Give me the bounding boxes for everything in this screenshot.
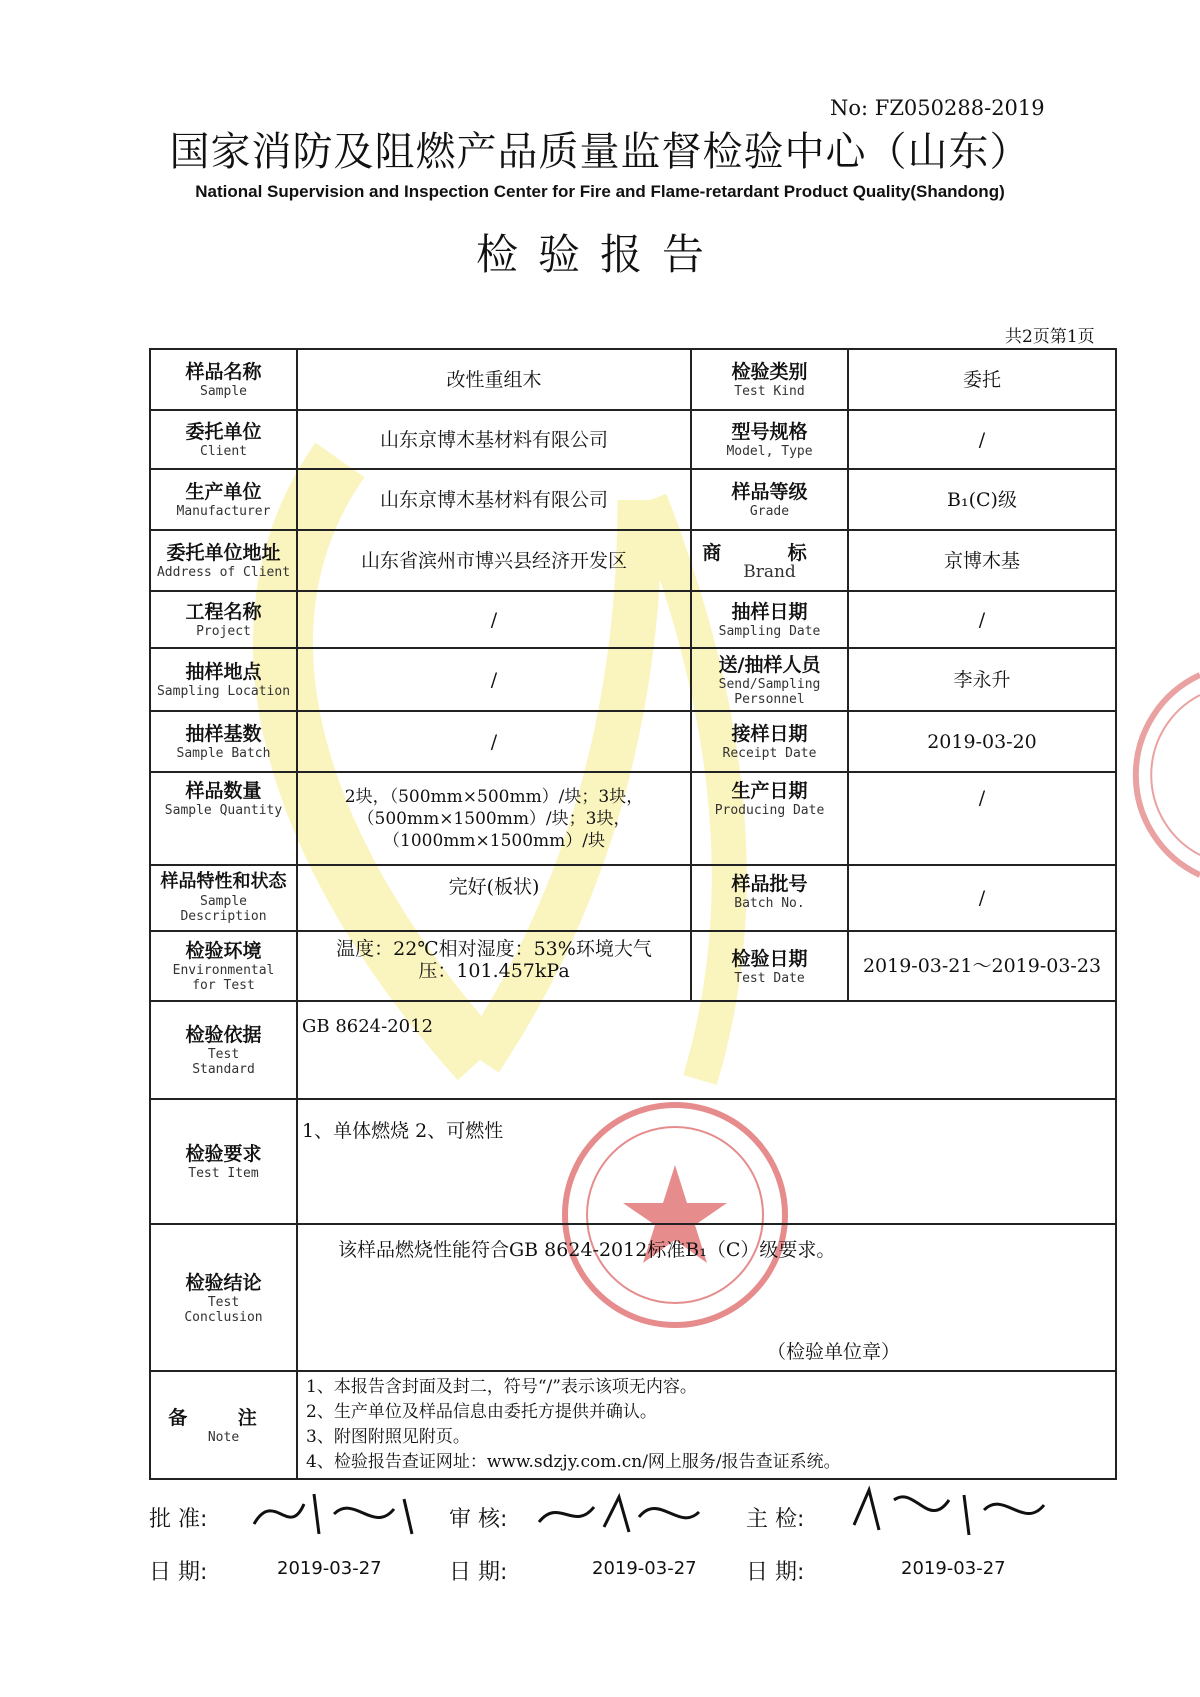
report-title: 检验报告 (475, 230, 724, 279)
client-value: 山东京博木基材料有限公司 (297, 410, 691, 469)
brand-value: 京博木基 (848, 530, 1116, 591)
manufacturer-value: 山东京博木基材料有限公司 (297, 469, 691, 530)
environment-label: 检验环境 Environmental for Test (150, 931, 297, 1001)
sample-label: 样品名称 Sample (150, 349, 297, 410)
conclusion-label: 检验结论 Test Conclusion (150, 1224, 297, 1371)
review-date-label: 日 期: (449, 1560, 508, 1585)
signature-row (149, 1502, 1115, 1542)
sampling-location-label: 抽样地点 Sampling Location (150, 648, 297, 711)
producing-date-label: 生产日期 Producing Date (691, 772, 848, 865)
receipt-date-value: 2019-03-20 (848, 711, 1116, 772)
note-list (297, 1371, 1116, 1479)
reviewer-signature (534, 1487, 704, 1542)
note-line: 3、附图附照见附页。 (306, 1427, 470, 1447)
table-row (150, 349, 1116, 410)
grade-label: 样品等级 Grade (691, 469, 848, 530)
sample-quantity-label: 样品数量 Sample Quantity (150, 772, 297, 865)
note-line: 4、检验报告查证网址：www.sdzjy.com.cn/网上服务/报告查证系统。 (306, 1452, 841, 1472)
standard-label: 检验依据 Test Standard (150, 1001, 297, 1099)
test-kind-value: 委托 (848, 349, 1116, 410)
standard-value: GB 8624-2012 (297, 1001, 1116, 1099)
table-row (150, 1371, 1116, 1479)
sample-batch-value: / (297, 711, 691, 772)
brand-label: 商 标 Brand (691, 530, 848, 591)
date-row (149, 1555, 1115, 1585)
inspector-label: 主 检: (746, 1507, 805, 1532)
address-label: 委托单位地址 Address of Client (150, 530, 297, 591)
table-row (150, 1001, 1116, 1099)
sampling-date-label: 抽样日期 Sampling Date (691, 591, 848, 648)
sampling-location-value: / (297, 648, 691, 711)
approve-date-label: 日 期: (149, 1560, 208, 1585)
approver-signature (244, 1484, 424, 1544)
table-row (150, 648, 1116, 711)
test-item-label: 检验要求 Test Item (150, 1099, 297, 1224)
receipt-date-label: 接样日期 Receipt Date (691, 711, 848, 772)
sample-batch-label: 抽样基数 Sample Batch (150, 711, 297, 772)
project-value: / (297, 591, 691, 648)
sample-desc-label: 样品特性和状态 Sample Description (150, 865, 297, 931)
sample-quantity-value: 2块，（500mm×500mm）/块；3块， （500mm×1500mm）/块；3块， （1000mm×1500mm）/块 (297, 772, 691, 865)
review-date: 2019-03-27 (592, 1558, 697, 1579)
test-item-value: 1、单体燃烧 2、可燃性 (297, 1099, 1116, 1224)
conclusion-value: 该样品燃烧性能符合GB 8624-2012标准B₁（C）级要求。 (338, 1239, 836, 1261)
table-row (150, 865, 1116, 931)
table-row (150, 1224, 1116, 1371)
grade-value: B₁(C)级 (848, 469, 1116, 530)
test-date-label: 检验日期 Test Date (691, 931, 848, 1001)
table-row (150, 1099, 1116, 1224)
approve-date: 2019-03-27 (277, 1558, 382, 1579)
producing-date-value: / (848, 772, 1116, 865)
inspector-date-label: 日 期: (746, 1560, 805, 1585)
table-row (150, 410, 1116, 469)
model-value: / (848, 410, 1116, 469)
page-count: 共2页第1页 (1005, 327, 1095, 347)
note-line: 2、生产单位及样品信息由委托方提供并确认。 (306, 1402, 657, 1422)
table-row (150, 772, 1116, 865)
note-label: 备 注 Note (150, 1371, 297, 1479)
project-label: 工程名称 Project (150, 591, 297, 648)
approve-label: 批 准: (149, 1507, 208, 1532)
table-row (150, 530, 1116, 591)
table-row (150, 711, 1116, 772)
review-label: 审 核: (449, 1507, 508, 1532)
manufacturer-label: 生产单位 Manufacturer (150, 469, 297, 530)
center-title-en: National Supervision and Inspection Center for Fire and Flame-retardant Product Quality(Shandong) (195, 182, 1005, 201)
table-row (150, 469, 1116, 530)
environment-value: 温度：22℃相对湿度：53%环境大气 压：101.457kPa (297, 931, 691, 1001)
test-date-value: 2019-03-21～2019-03-23 (848, 931, 1116, 1001)
center-title-cn: 国家消防及阻燃产品质量监督检验中心（山东） (169, 129, 1031, 175)
table-row (150, 931, 1116, 1001)
test-kind-label: 检验类别 Test Kind (691, 349, 848, 410)
personnel-label: 送/抽样人员 Send/Sampling Personnel (691, 648, 848, 711)
sample-desc-value: 完好(板状) (297, 865, 691, 931)
conclusion-cell (297, 1224, 1116, 1371)
inspector-signature (849, 1480, 1049, 1545)
note-line: 1、本报告含封面及封二，符号“/”表示该项无内容。 (306, 1377, 697, 1397)
table-row (150, 591, 1116, 648)
client-label: 委托单位 Client (150, 410, 297, 469)
personnel-value: 李永升 (848, 648, 1116, 711)
inspector-date: 2019-03-27 (901, 1558, 1006, 1579)
batch-no-value: / (848, 865, 1116, 931)
model-label: 型号规格 Model, Type (691, 410, 848, 469)
report-number: No: FZ050288-2019 (830, 96, 1045, 120)
edge-seal (1120, 665, 1200, 885)
batch-no-label: 样品批号 Batch No. (691, 865, 848, 931)
sampling-date-value: / (848, 591, 1116, 648)
unit-stamp-label: （检验单位章） (766, 1341, 900, 1363)
address-value: 山东省滨州市博兴县经济开发区 (297, 530, 691, 591)
report-table (149, 348, 1117, 1480)
sample-value: 改性重组木 (297, 349, 691, 410)
